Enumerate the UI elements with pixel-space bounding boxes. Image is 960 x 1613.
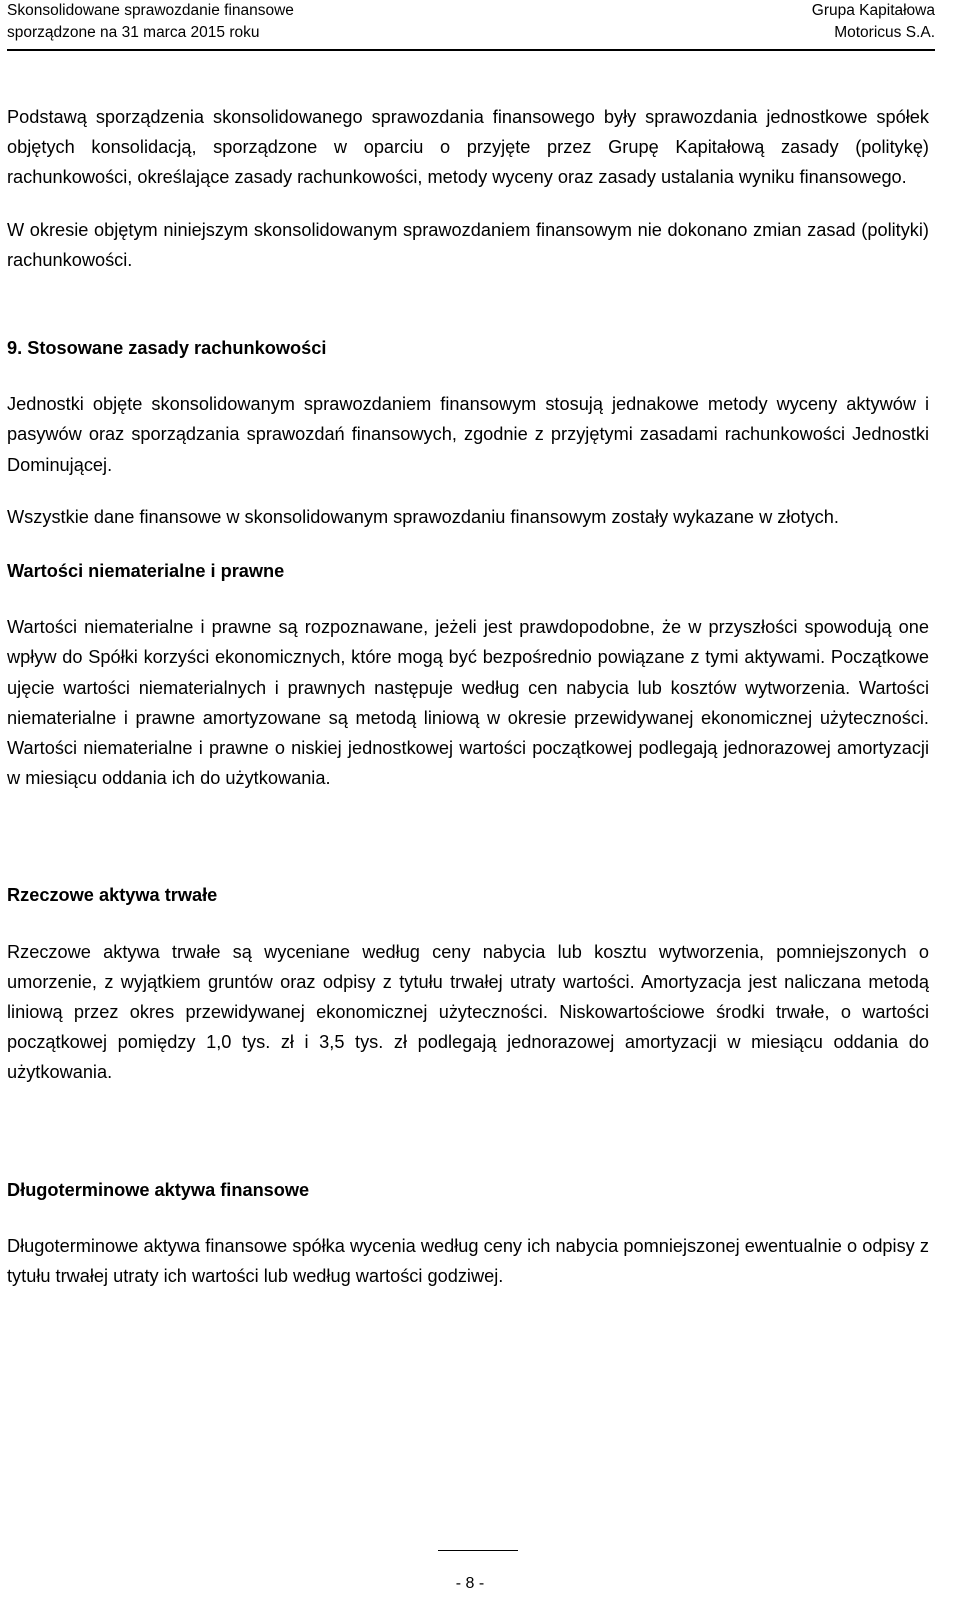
footer-divider: [438, 1550, 518, 1551]
paragraph-intangible-assets: Wartości niematerialne i prawne są rozpoznawane, jeżeli jest prawdopodobne, że w przyszłości spowodują one wpływ do Spółki korzyści ekonomicznych, które mogą być bezpośrednio powiązane z tymi aktywami. Początkowe ujęcie wartości niematerialnych i prawnych następuje według cen nabycia lub kosztów wytworzenia. Wartości niematerialne i prawne amortyzowane są metodą liniową w okresie przewidywanej ekonomicznej użyteczności. Wartości niematerialne i prawne o niskiej jednostkowej wartości początkowej podlegają jednorazowej amortyzacji w miesiącu oddania ich do użytkowania.: [7, 617, 929, 789]
header-right: [812, 0, 935, 44]
header-company-name: Motoricus S.A.: [834, 24, 935, 41]
paragraph-fixed-assets: Rzeczowe aktywa trwałe są wyceniane według ceny nabycia lub kosztu wytworzenia, pomniejszonych o umorzenie, z wyjątkiem gruntów oraz odpisy z tytułu trwałej utraty wartości. Amortyzacja jest naliczana metodą liniową przez okres przewidywanej ekonomicznej użyteczności. Niskowartościowe środki trwałe, o wartości początkowej pomiędzy 1,0 tys. zł i 3,5 tys. zł podlegają jednorazowej amortyzacji w miesiącu oddania do użytkowania.: [7, 941, 929, 1083]
header-report-title: Skonsolidowane sprawozdanie finansowe: [7, 2, 294, 19]
paragraph-currency: Wszystkie dane finansowe w skonsolidowanym sprawozdaniu finansowym zostały wykazane w złotych.: [7, 506, 839, 527]
page-content: [7, 102, 929, 1291]
section-heading: 9. Stosowane zasady rachunkowości: [7, 338, 327, 359]
heading-intangible-assets: Wartości niematerialne i prawne: [7, 561, 285, 582]
paragraph-long-term-financial-assets: Długoterminowe aktywa finansowe spółka wycenia według ceny ich nabycia pomniejszonej ewentualnie o odpisy z tytułu trwałej utraty ich wartości lub według wartości godziwej.: [7, 1235, 929, 1287]
heading-long-term-financial-assets: Długoterminowe aktywa finansowe: [7, 1179, 310, 1200]
header-group-name: Grupa Kapitałowa: [811, 2, 935, 19]
paragraph-consolidation-basis: Podstawą sporządzenia skonsolidowanego sprawozdania finansowego były sprawozdania jednostkowe spółek objętych konsolidacją, sporządzone w oparciu o przyjęte przez Grupę Kapitałową zasady (politykę) rachunkowości, określające zasady rachunkowości, metody wyceny oraz zasady ustalania wyniku finansowego.: [7, 107, 929, 188]
paragraph-uniform-methods: Jednostki objęte skonsolidowanym sprawozdaniem finansowym stosują jednakowe metody wyceny aktywów i pasywów oraz sporządzania sprawozdań finansowych, zgodnie z przyjętymi zasadami rachunkowości Jednostki Dominującej.: [7, 394, 929, 475]
paragraph-no-policy-changes: W okresie objętym niniejszym skonsolidowanym sprawozdaniem finansowym nie dokonano zmian zasad (polityki) rachunkowości.: [7, 219, 929, 270]
page-header: [7, 0, 935, 51]
page-footer: [7, 1550, 935, 1613]
page-number: - 8 -: [455, 1575, 485, 1592]
heading-fixed-assets: Rzeczowe aktywa trwałe: [7, 885, 218, 906]
header-left: [7, 0, 294, 44]
header-report-date: sporządzone na 31 marca 2015 roku: [7, 24, 260, 41]
